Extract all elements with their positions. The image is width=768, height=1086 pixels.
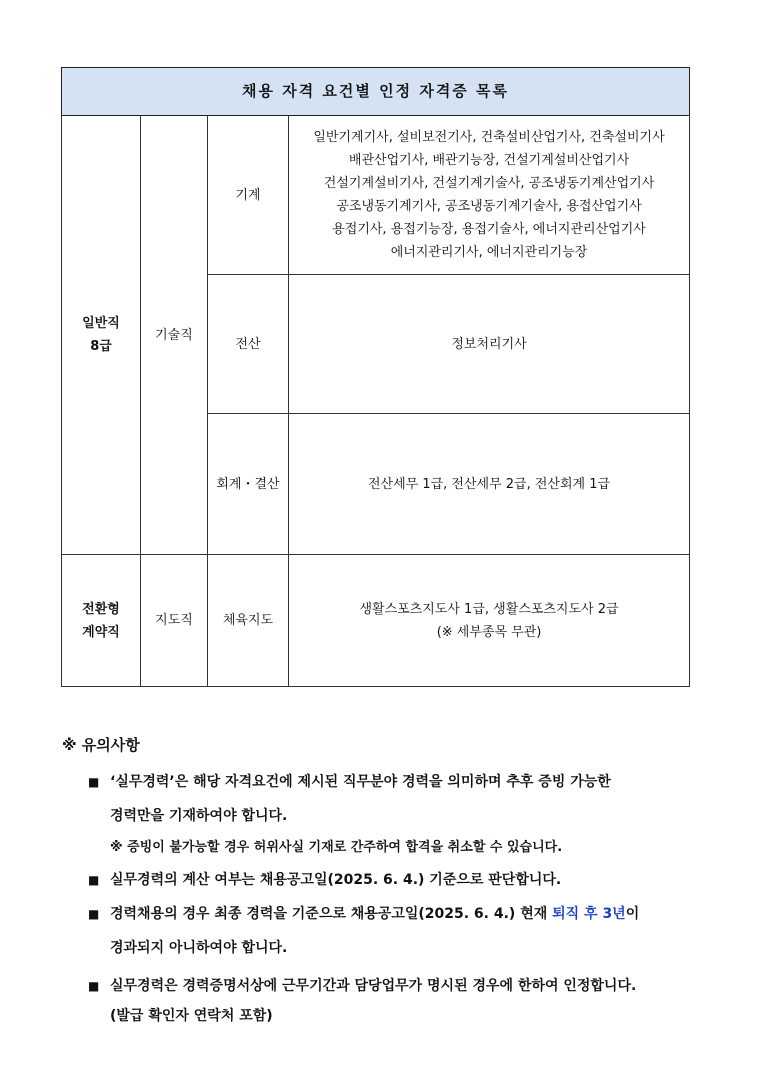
- note-item-continuation: 경과되지 아니하여야 합니다.: [110, 940, 288, 956]
- note-item: ■ 실무경력은 경력증명서상에 근무기간과 담당업무가 명시된 경우에 한하여 인정합니다.: [62, 969, 722, 1003]
- cert-list-cell: 전산세무 1급, 전산세무 2급, 전산회계 1급: [289, 414, 690, 555]
- notes-heading: ※ 유의사항: [62, 736, 140, 754]
- table-title: 채용 자격 요건별 인정 자격증 목록: [62, 68, 690, 116]
- field-cell: 회계・결산: [208, 414, 289, 555]
- highlight-text: 퇴직 후 3년: [552, 906, 626, 922]
- note-sub-item: ※ 증빙이 불가능할 경우 허위사실 기재로 간주하여 합격을 취소할 수 있습니다.: [110, 840, 563, 855]
- cert-list-cell: 일반기계기사, 설비보전기사, 건축설비산업기사, 건축설비기사 배관산업기사, 배관기능장, 건설기계설비산업기사 건설기계설비기사, 건설기계기술사, 공조냉동기계산업기사 공조냉동기계기사, 공조냉동기계기술사, 용접산업기사 용접기사, 용접기능장, 용접기술사, 에너지관리산업기사 에너지관리기사, 에너지관리기능장: [289, 116, 690, 275]
- note-item-continuation: 경력만을 기재하여야 합니다.: [110, 808, 288, 824]
- notes-section: [62, 733, 722, 1029]
- field-cell: 전산: [208, 275, 289, 414]
- category-cell: 지도직: [141, 555, 208, 687]
- field-cell: 체육지도: [208, 555, 289, 687]
- note-item: ■ 실무경력의 계산 여부는 채용공고일(2025. 6. 4.) 기준으로 판단합니다.: [62, 863, 722, 897]
- bullet-square-icon: ■: [88, 873, 100, 887]
- bullet-square-icon: ■: [88, 907, 100, 921]
- cert-list-cell: 생활스포츠지도사 1급, 생활스포츠지도사 2급 (※ 세부종목 무관): [289, 555, 690, 687]
- job-class-cell: 전환형 계약직: [62, 555, 141, 687]
- note-item: ■ 경력채용의 경우 최종 경력을 기준으로 채용공고일(2025. 6. 4.) 현재 퇴직 후 3년이: [62, 897, 722, 931]
- bullet-square-icon: ■: [88, 775, 100, 789]
- note-item-continuation: (발급 확인자 연락처 포함): [110, 1008, 273, 1024]
- category-cell: 기술직: [141, 116, 208, 555]
- note-item: ■ ‘실무경력’은 해당 자격요건에 제시된 직무분야 경력을 의미하며 추후 증빙 가능한: [62, 765, 722, 799]
- job-class-cell: 일반직 8급: [62, 116, 141, 555]
- field-cell: 기계: [208, 116, 289, 275]
- cert-list-cell: 정보처리기사: [289, 275, 690, 414]
- certificate-table: [61, 67, 690, 687]
- bullet-square-icon: ■: [88, 979, 100, 993]
